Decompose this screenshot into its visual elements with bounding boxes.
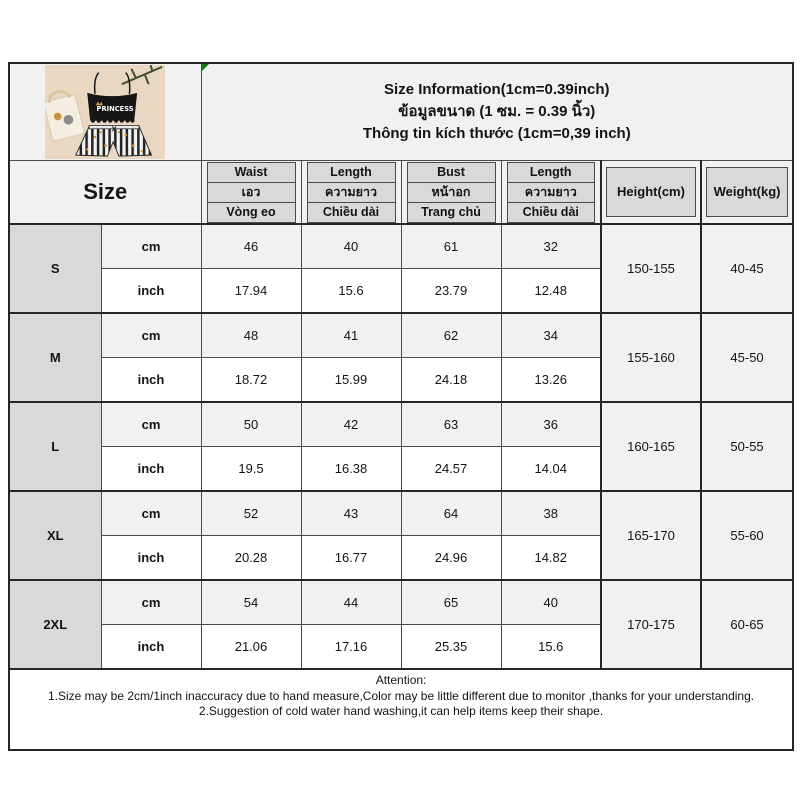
cell-length1-inch: 16.38 xyxy=(301,447,401,492)
cell-waist-cm: 50 xyxy=(201,402,301,447)
unit-inch: inch xyxy=(101,625,201,670)
product-photo xyxy=(10,64,201,160)
cell-waist-inch: 19.5 xyxy=(201,447,301,492)
column-header-length-top xyxy=(301,161,401,225)
cell-height: 170-175 xyxy=(601,580,701,669)
unit-cm: cm xyxy=(101,402,201,447)
size-label-l: L xyxy=(9,402,101,491)
unit-cm: cm xyxy=(101,313,201,358)
cell-length2-cm: 34 xyxy=(501,313,601,358)
table-row-2xl-cm xyxy=(9,580,793,625)
cell-waist-inch: 18.72 xyxy=(201,358,301,403)
cell-bust-cm: 62 xyxy=(401,313,501,358)
table-row-s-cm xyxy=(9,224,793,269)
length-bottom-label-vi: Chiều dài xyxy=(507,202,596,223)
size-label-m: M xyxy=(9,313,101,402)
table-row-m-cm xyxy=(9,313,793,358)
cell-bust-cm: 61 xyxy=(401,224,501,269)
cell-weight: 50-55 xyxy=(701,402,793,491)
column-header-waist xyxy=(201,161,301,225)
cell-height: 150-155 xyxy=(601,224,701,313)
attention-title: Attention: xyxy=(375,673,427,687)
cell-weight: 40-45 xyxy=(701,224,793,313)
cell-length1-inch: 17.16 xyxy=(301,625,401,670)
cell-bust-inch: 23.79 xyxy=(401,269,501,314)
table-row-xl-cm xyxy=(9,491,793,536)
cell-waist-cm: 54 xyxy=(201,580,301,625)
unit-inch: inch xyxy=(101,536,201,581)
cell-length2-inch: 13.26 xyxy=(501,358,601,403)
cell-height: 165-170 xyxy=(601,491,701,580)
brand-text: PRINCESS xyxy=(96,105,134,114)
size-chart-table xyxy=(8,62,794,751)
cell-length2-inch: 14.82 xyxy=(501,536,601,581)
attention-notes xyxy=(9,669,793,750)
title-thai: ข้อมูลขนาด (1 ซม. = 0.39 นิ้ว) xyxy=(398,103,596,121)
cell-height: 160-165 xyxy=(601,402,701,491)
height-label: Height(cm) xyxy=(606,167,696,217)
cell-bust-cm: 63 xyxy=(401,402,501,447)
cell-bust-inch: 25.35 xyxy=(401,625,501,670)
cell-length1-cm: 43 xyxy=(301,491,401,536)
bust-label-en: Bust xyxy=(407,162,496,183)
cell-length2-inch: 14.04 xyxy=(501,447,601,492)
cell-length1-cm: 41 xyxy=(301,313,401,358)
cell-waist-cm: 48 xyxy=(201,313,301,358)
cell-weight: 55-60 xyxy=(701,491,793,580)
cell-weight: 45-50 xyxy=(701,313,793,402)
size-header: Size xyxy=(9,161,201,225)
column-header-weight xyxy=(701,161,793,225)
cell-bust-cm: 64 xyxy=(401,491,501,536)
size-label-xl: XL xyxy=(9,491,101,580)
unit-inch: inch xyxy=(101,269,201,314)
cell-weight: 60-65 xyxy=(701,580,793,669)
column-header-length-bottom xyxy=(501,161,601,225)
size-chart-sheet xyxy=(8,62,792,751)
cell-height: 155-160 xyxy=(601,313,701,402)
pajama-set-image xyxy=(45,65,165,159)
cell-length1-inch: 15.99 xyxy=(301,358,401,403)
title-english: Size Information(1cm=0.39inch) xyxy=(384,81,610,99)
green-corner-marker xyxy=(202,64,209,71)
size-label-s: S xyxy=(9,224,101,313)
waist-label-th: เอว xyxy=(207,182,296,203)
cell-length2-cm: 32 xyxy=(501,224,601,269)
cell-bust-inch: 24.96 xyxy=(401,536,501,581)
cell-waist-inch: 21.06 xyxy=(201,625,301,670)
attention-note-1: 1.Size may be 2cm/1inch inaccuracy due to hand measure,Color may be little different due to monitor ,thanks for your understanding. xyxy=(47,688,755,703)
title-cell xyxy=(201,63,793,161)
size-label-2xl: 2XL xyxy=(9,580,101,669)
column-header-bust xyxy=(401,161,501,225)
cell-length1-cm: 44 xyxy=(301,580,401,625)
unit-cm: cm xyxy=(101,580,201,625)
unit-inch: inch xyxy=(101,358,201,403)
cell-bust-inch: 24.18 xyxy=(401,358,501,403)
table-row-l-cm xyxy=(9,402,793,447)
unit-cm: cm xyxy=(101,224,201,269)
header-row xyxy=(9,161,793,225)
length-bottom-label-en: Length xyxy=(507,162,596,183)
length-bottom-label-th: ความยาว xyxy=(507,182,596,203)
cell-length2-inch: 15.6 xyxy=(501,625,601,670)
cell-bust-inch: 24.57 xyxy=(401,447,501,492)
length-top-label-vi: Chiều dài xyxy=(307,202,396,223)
cell-waist-inch: 20.28 xyxy=(201,536,301,581)
cell-length2-cm: 36 xyxy=(501,402,601,447)
weight-label: Weight(kg) xyxy=(706,167,788,217)
title-vietnamese: Thông tin kích thước (1cm=0,39 inch) xyxy=(362,124,631,142)
product-photo-cell xyxy=(9,63,201,161)
waist-label-en: Waist xyxy=(207,162,296,183)
cell-length2-cm: 38 xyxy=(501,491,601,536)
cell-length2-inch: 12.48 xyxy=(501,269,601,314)
bust-label-vi: Trang chủ xyxy=(407,202,496,223)
bust-label-th: หน้าอก xyxy=(407,182,496,203)
cell-waist-cm: 52 xyxy=(201,491,301,536)
cell-length1-inch: 15.6 xyxy=(301,269,401,314)
cell-waist-cm: 46 xyxy=(201,224,301,269)
unit-inch: inch xyxy=(101,447,201,492)
unit-cm: cm xyxy=(101,491,201,536)
cell-length1-cm: 42 xyxy=(301,402,401,447)
attention-note-2: 2.Suggestion of cold water hand washing,it can help items keep their shape. xyxy=(198,704,604,719)
cell-length1-inch: 16.77 xyxy=(301,536,401,581)
column-header-height xyxy=(601,161,701,225)
length-top-label-en: Length xyxy=(307,162,396,183)
length-top-label-th: ความยาว xyxy=(307,182,396,203)
cell-length2-cm: 40 xyxy=(501,580,601,625)
waist-label-vi: Vòng eo xyxy=(207,202,296,223)
cell-length1-cm: 40 xyxy=(301,224,401,269)
cell-waist-inch: 17.94 xyxy=(201,269,301,314)
cell-bust-cm: 65 xyxy=(401,580,501,625)
